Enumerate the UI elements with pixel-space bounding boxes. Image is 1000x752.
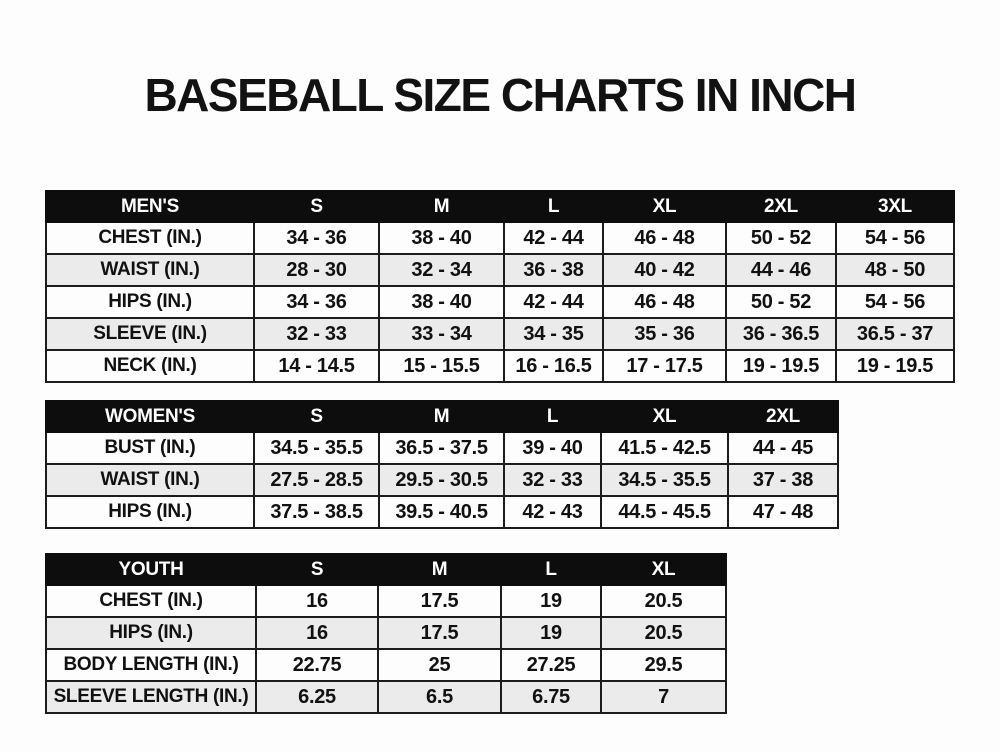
value-cell: 27.25 xyxy=(501,649,601,681)
table-row xyxy=(46,222,954,254)
size-header-cell: M xyxy=(378,554,501,585)
size-header-cell: XL xyxy=(603,191,726,222)
row-label-cell: HIPS (IN.) xyxy=(46,286,254,318)
value-cell: 54 - 56 xyxy=(836,222,954,254)
value-cell: 54 - 56 xyxy=(836,286,954,318)
value-cell: 17.5 xyxy=(378,617,501,649)
size-header-cell: L xyxy=(501,554,601,585)
row-label-cell: BODY LENGTH (IN.) xyxy=(46,649,256,681)
value-cell: 41.5 - 42.5 xyxy=(601,432,728,464)
page-title: BASEBALL SIZE CHARTS IN INCH xyxy=(144,69,856,121)
size-header-cell: 3XL xyxy=(836,191,954,222)
value-cell: 25 xyxy=(378,649,501,681)
table-row xyxy=(46,254,954,286)
group-header-cell: YOUTH xyxy=(46,554,256,585)
value-cell: 34 - 35 xyxy=(504,318,603,350)
value-cell: 37.5 - 38.5 xyxy=(254,496,379,528)
value-cell: 34 - 36 xyxy=(254,286,379,318)
value-cell: 42 - 44 xyxy=(504,222,603,254)
value-cell: 39.5 - 40.5 xyxy=(379,496,504,528)
value-cell: 19 xyxy=(501,585,601,617)
mens-size-table xyxy=(45,190,955,383)
table-row xyxy=(46,681,726,713)
value-cell: 34 - 36 xyxy=(254,222,379,254)
value-cell: 20.5 xyxy=(601,585,726,617)
size-header-cell: XL xyxy=(601,554,726,585)
value-cell: 14 - 14.5 xyxy=(254,350,379,382)
header-row xyxy=(46,554,726,585)
size-header-cell: L xyxy=(504,401,601,432)
table-row xyxy=(46,432,838,464)
table-row xyxy=(46,350,954,382)
row-label-cell: SLEEVE (IN.) xyxy=(46,318,254,350)
value-cell: 47 - 48 xyxy=(728,496,838,528)
row-label-cell: SLEEVE LENGTH (IN.) xyxy=(46,681,256,713)
value-cell: 29.5 xyxy=(601,649,726,681)
row-label-cell: WAIST (IN.) xyxy=(46,464,254,496)
table-row xyxy=(46,617,726,649)
value-cell: 17 - 17.5 xyxy=(603,350,726,382)
value-cell: 46 - 48 xyxy=(603,286,726,318)
value-cell: 22.75 xyxy=(256,649,378,681)
row-label-cell: CHEST (IN.) xyxy=(46,222,254,254)
value-cell: 44.5 - 45.5 xyxy=(601,496,728,528)
size-header-cell: M xyxy=(379,401,504,432)
group-header-cell: WOMEN'S xyxy=(46,401,254,432)
womens-size-table xyxy=(45,400,839,529)
row-label-cell: WAIST (IN.) xyxy=(46,254,254,286)
value-cell: 20.5 xyxy=(601,617,726,649)
size-header-cell: 2XL xyxy=(728,401,838,432)
value-cell: 6.75 xyxy=(501,681,601,713)
size-header-cell: XL xyxy=(601,401,728,432)
value-cell: 17.5 xyxy=(378,585,501,617)
value-cell: 50 - 52 xyxy=(726,286,836,318)
size-header-cell: S xyxy=(254,191,379,222)
value-cell: 16 - 16.5 xyxy=(504,350,603,382)
table-row xyxy=(46,649,726,681)
value-cell: 38 - 40 xyxy=(379,222,504,254)
value-cell: 6.25 xyxy=(256,681,378,713)
group-header-cell: MEN'S xyxy=(46,191,254,222)
table-row xyxy=(46,286,954,318)
table-row xyxy=(46,496,838,528)
value-cell: 33 - 34 xyxy=(379,318,504,350)
value-cell: 19 xyxy=(501,617,601,649)
value-cell: 39 - 40 xyxy=(504,432,601,464)
value-cell: 35 - 36 xyxy=(603,318,726,350)
header-row xyxy=(46,191,954,222)
value-cell: 36 - 36.5 xyxy=(726,318,836,350)
value-cell: 16 xyxy=(256,585,378,617)
youth-size-table xyxy=(45,553,727,714)
value-cell: 28 - 30 xyxy=(254,254,379,286)
value-cell: 27.5 - 28.5 xyxy=(254,464,379,496)
value-cell: 6.5 xyxy=(378,681,501,713)
row-label-cell: CHEST (IN.) xyxy=(46,585,256,617)
size-header-cell: S xyxy=(254,401,379,432)
value-cell: 16 xyxy=(256,617,378,649)
header-row xyxy=(46,401,838,432)
value-cell: 36 - 38 xyxy=(504,254,603,286)
value-cell: 46 - 48 xyxy=(603,222,726,254)
value-cell: 48 - 50 xyxy=(836,254,954,286)
value-cell: 36.5 - 37 xyxy=(836,318,954,350)
value-cell: 32 - 33 xyxy=(254,318,379,350)
value-cell: 44 - 45 xyxy=(728,432,838,464)
value-cell: 19 - 19.5 xyxy=(836,350,954,382)
value-cell: 29.5 - 30.5 xyxy=(379,464,504,496)
row-label-cell: HIPS (IN.) xyxy=(46,617,256,649)
value-cell: 15 - 15.5 xyxy=(379,350,504,382)
row-label-cell: NECK (IN.) xyxy=(46,350,254,382)
table-row xyxy=(46,464,838,496)
table-row xyxy=(46,585,726,617)
size-header-cell: L xyxy=(504,191,603,222)
value-cell: 36.5 - 37.5 xyxy=(379,432,504,464)
value-cell: 32 - 33 xyxy=(504,464,601,496)
value-cell: 7 xyxy=(601,681,726,713)
value-cell: 40 - 42 xyxy=(603,254,726,286)
row-label-cell: HIPS (IN.) xyxy=(46,496,254,528)
value-cell: 50 - 52 xyxy=(726,222,836,254)
value-cell: 38 - 40 xyxy=(379,286,504,318)
size-header-cell: S xyxy=(256,554,378,585)
value-cell: 42 - 43 xyxy=(504,496,601,528)
value-cell: 19 - 19.5 xyxy=(726,350,836,382)
value-cell: 32 - 34 xyxy=(379,254,504,286)
value-cell: 34.5 - 35.5 xyxy=(254,432,379,464)
table-row xyxy=(46,318,954,350)
value-cell: 42 - 44 xyxy=(504,286,603,318)
row-label-cell: BUST (IN.) xyxy=(46,432,254,464)
value-cell: 44 - 46 xyxy=(726,254,836,286)
value-cell: 37 - 38 xyxy=(728,464,838,496)
value-cell: 34.5 - 35.5 xyxy=(601,464,728,496)
size-header-cell: 2XL xyxy=(726,191,836,222)
size-header-cell: M xyxy=(379,191,504,222)
